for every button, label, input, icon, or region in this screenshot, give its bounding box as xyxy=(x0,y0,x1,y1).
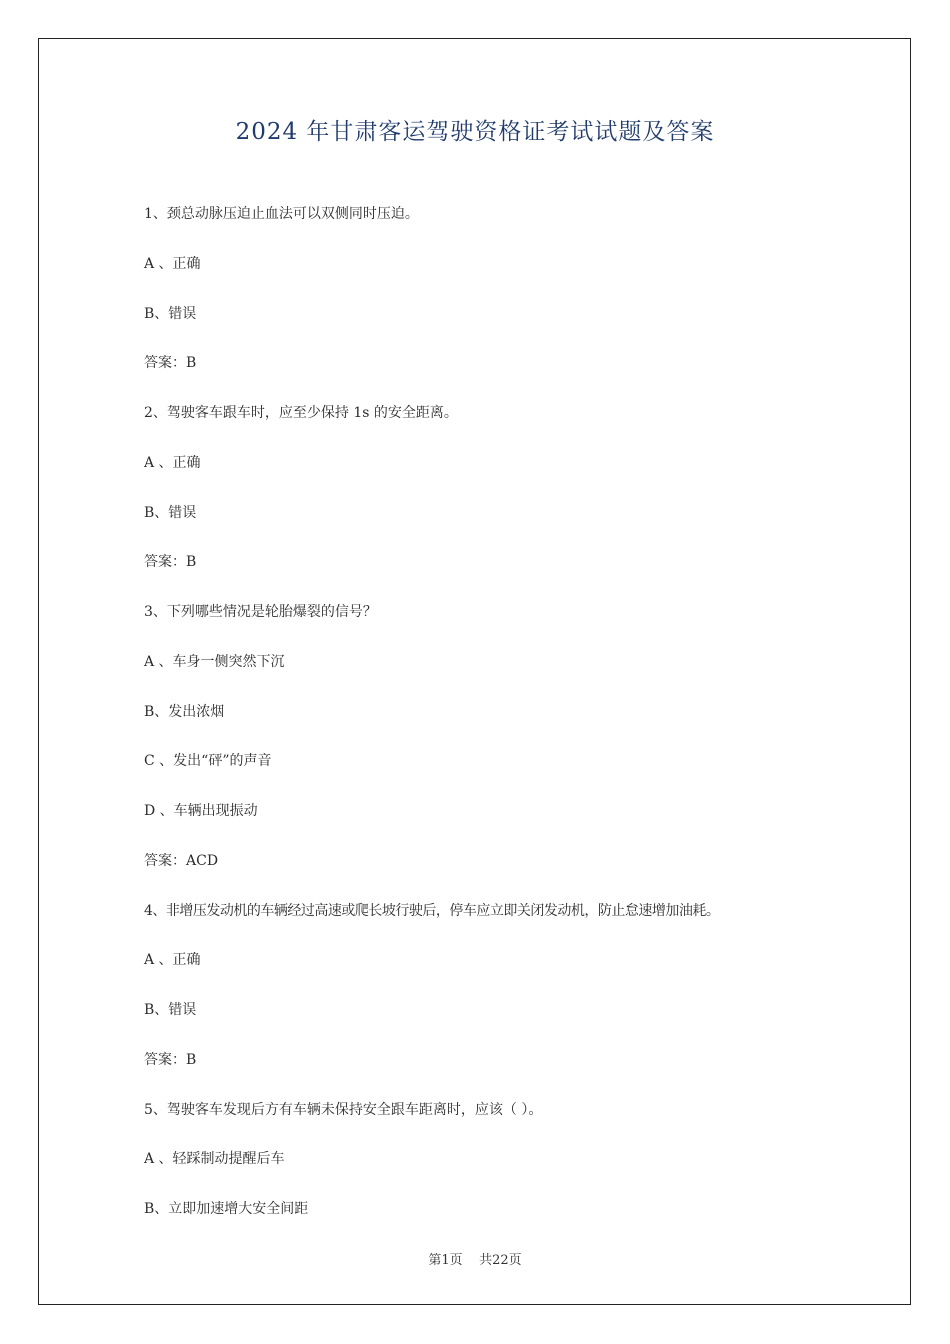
question-3-option-b: B、发出浓烟 xyxy=(144,704,225,720)
question-2-answer: 答案：B xyxy=(144,554,197,570)
question-1-option-b: B、错误 xyxy=(144,306,197,322)
question-3-text: 3、下列哪些情况是轮胎爆裂的信号？ xyxy=(144,604,377,620)
question-2-option-b: B、错误 xyxy=(144,505,197,521)
question-5-option-b: B、立即加速增大安全间距 xyxy=(144,1201,309,1217)
question-4-option-b: B、错误 xyxy=(144,1002,197,1018)
question-4-option-a: A 、正确 xyxy=(144,952,201,968)
question-3-option-c: C 、发出“砰”的声音 xyxy=(144,753,272,769)
question-2-text: 2、驾驶客车跟车时，应至少保持 1s 的安全距离。 xyxy=(144,405,458,421)
page-number-footer: 第1页 共22页 xyxy=(428,1253,522,1268)
question-3-answer: 答案：ACD xyxy=(144,853,219,869)
question-1-text: 1、颈总动脉压迫止血法可以双侧同时压迫。 xyxy=(144,206,419,222)
question-5-text: 5、驾驶客车发现后方有车辆未保持安全跟车距离时，应该（ ）。 xyxy=(144,1102,543,1118)
document-title: 2024 年甘肃客运驾驶资格证考试试题及答案 xyxy=(235,119,715,145)
question-3-option-d: D 、车辆出现振动 xyxy=(144,803,258,819)
question-4-answer: 答案：B xyxy=(144,1052,197,1068)
question-5-option-a: A 、轻踩制动提醒后车 xyxy=(144,1151,285,1167)
question-3-option-a: A 、车身一侧突然下沉 xyxy=(144,654,285,670)
question-4-text: 4、非增压发动机的车辆经过高速或爬长坡行驶后，停车应立即关闭发动机，防止怠速增加油耗。 xyxy=(144,903,720,919)
question-1-option-a: A 、正确 xyxy=(144,256,201,272)
question-2-option-a: A 、正确 xyxy=(144,455,201,471)
question-1-answer: 答案：B xyxy=(144,355,197,371)
